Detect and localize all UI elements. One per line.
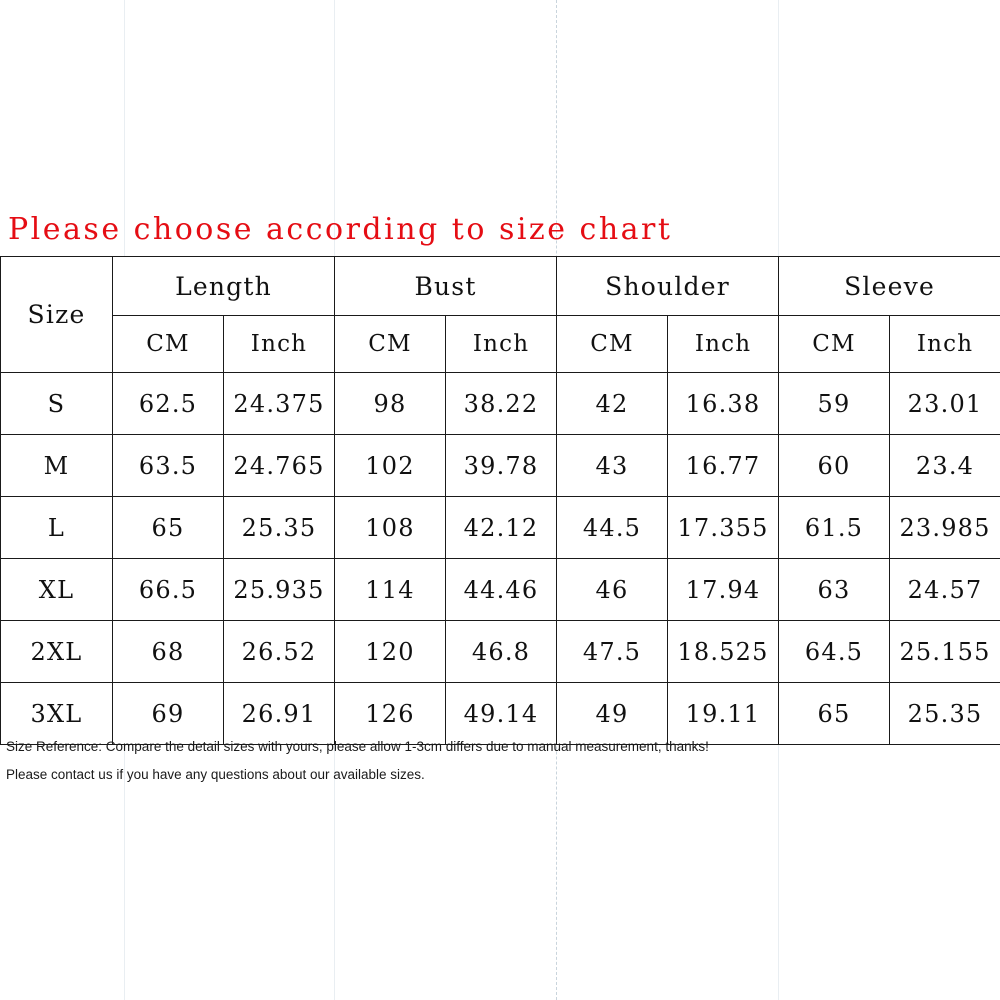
unit-header-length-inch: Inch xyxy=(224,316,335,373)
cell-length-cm: 69 xyxy=(113,683,224,745)
unit-header-length-cm: CM xyxy=(113,316,224,373)
page-title: Please choose according to size chart xyxy=(8,212,673,247)
cell-bust-inch: 44.46 xyxy=(446,559,557,621)
cell-length-cm: 63.5 xyxy=(113,435,224,497)
row-size-label: M xyxy=(1,435,113,497)
cell-sleeve-cm: 61.5 xyxy=(779,497,890,559)
cell-sleeve-cm: 64.5 xyxy=(779,621,890,683)
cell-shoulder-inch: 18.525 xyxy=(668,621,779,683)
cell-sleeve-inch: 24.57 xyxy=(890,559,1000,621)
table-row xyxy=(1,559,1000,621)
cell-length-inch: 24.765 xyxy=(224,435,335,497)
cell-bust-cm: 108 xyxy=(335,497,446,559)
cell-bust-cm: 114 xyxy=(335,559,446,621)
row-size-label: XL xyxy=(1,559,113,621)
cell-bust-inch: 39.78 xyxy=(446,435,557,497)
unit-header-shoulder-cm: CM xyxy=(557,316,668,373)
cell-length-cm: 68 xyxy=(113,621,224,683)
cell-length-inch: 26.91 xyxy=(224,683,335,745)
cell-bust-cm: 98 xyxy=(335,373,446,435)
cell-shoulder-inch: 17.355 xyxy=(668,497,779,559)
cell-bust-inch: 42.12 xyxy=(446,497,557,559)
cell-shoulder-cm: 46 xyxy=(557,559,668,621)
cell-sleeve-inch: 25.155 xyxy=(890,621,1000,683)
cell-length-cm: 65 xyxy=(113,497,224,559)
row-size-label: 3XL xyxy=(1,683,113,745)
column-header-shoulder: Shoulder xyxy=(557,257,779,316)
cell-shoulder-cm: 44.5 xyxy=(557,497,668,559)
cell-bust-cm: 126 xyxy=(335,683,446,745)
cell-bust-cm: 102 xyxy=(335,435,446,497)
cell-bust-cm: 120 xyxy=(335,621,446,683)
cell-shoulder-inch: 19.11 xyxy=(668,683,779,745)
unit-header-bust-cm: CM xyxy=(335,316,446,373)
unit-header-sleeve-inch: Inch xyxy=(890,316,1000,373)
cell-sleeve-cm: 65 xyxy=(779,683,890,745)
cell-bust-inch: 49.14 xyxy=(446,683,557,745)
cell-length-cm: 66.5 xyxy=(113,559,224,621)
size-reference-notes xyxy=(6,733,986,789)
cell-length-inch: 25.935 xyxy=(224,559,335,621)
cell-shoulder-cm: 42 xyxy=(557,373,668,435)
row-size-label: 2XL xyxy=(1,621,113,683)
unit-header-shoulder-inch: Inch xyxy=(668,316,779,373)
cell-sleeve-inch: 23.01 xyxy=(890,373,1000,435)
table-row xyxy=(1,373,1000,435)
cell-shoulder-inch: 17.94 xyxy=(668,559,779,621)
cell-sleeve-inch: 23.4 xyxy=(890,435,1000,497)
column-header-bust: Bust xyxy=(335,257,557,316)
column-header-sleeve: Sleeve xyxy=(779,257,1000,316)
cell-shoulder-cm: 47.5 xyxy=(557,621,668,683)
cell-bust-inch: 38.22 xyxy=(446,373,557,435)
column-header-size: Size xyxy=(1,257,113,373)
table-unit-header-row xyxy=(1,316,1000,373)
table-header xyxy=(1,257,1000,373)
cell-length-cm: 62.5 xyxy=(113,373,224,435)
cell-sleeve-inch: 23.985 xyxy=(890,497,1000,559)
table-row xyxy=(1,435,1000,497)
row-size-label: S xyxy=(1,373,113,435)
column-header-length: Length xyxy=(113,257,335,316)
cell-length-inch: 26.52 xyxy=(224,621,335,683)
cell-shoulder-cm: 49 xyxy=(557,683,668,745)
unit-header-bust-inch: Inch xyxy=(446,316,557,373)
table-group-header-row xyxy=(1,257,1000,316)
cell-sleeve-cm: 59 xyxy=(779,373,890,435)
table-row xyxy=(1,621,1000,683)
size-chart-table-wrapper xyxy=(0,256,1000,745)
cell-sleeve-inch: 25.35 xyxy=(890,683,1000,745)
cell-bust-inch: 46.8 xyxy=(446,621,557,683)
cell-shoulder-inch: 16.77 xyxy=(668,435,779,497)
table-row xyxy=(1,497,1000,559)
note-size-reference: Size Reference: Compare the detail sizes with yours, please allow 1-3cm differs due to manual measurement, thanks! xyxy=(6,739,709,754)
cell-sleeve-cm: 60 xyxy=(779,435,890,497)
cell-length-inch: 24.375 xyxy=(224,373,335,435)
cell-sleeve-cm: 63 xyxy=(779,559,890,621)
cell-shoulder-cm: 43 xyxy=(557,435,668,497)
row-size-label: L xyxy=(1,497,113,559)
table-body xyxy=(1,373,1000,745)
cell-length-inch: 25.35 xyxy=(224,497,335,559)
note-contact-us: Please contact us if you have any questions about our available sizes. xyxy=(6,767,425,782)
size-chart-table xyxy=(0,256,1000,745)
unit-header-sleeve-cm: CM xyxy=(779,316,890,373)
cell-shoulder-inch: 16.38 xyxy=(668,373,779,435)
